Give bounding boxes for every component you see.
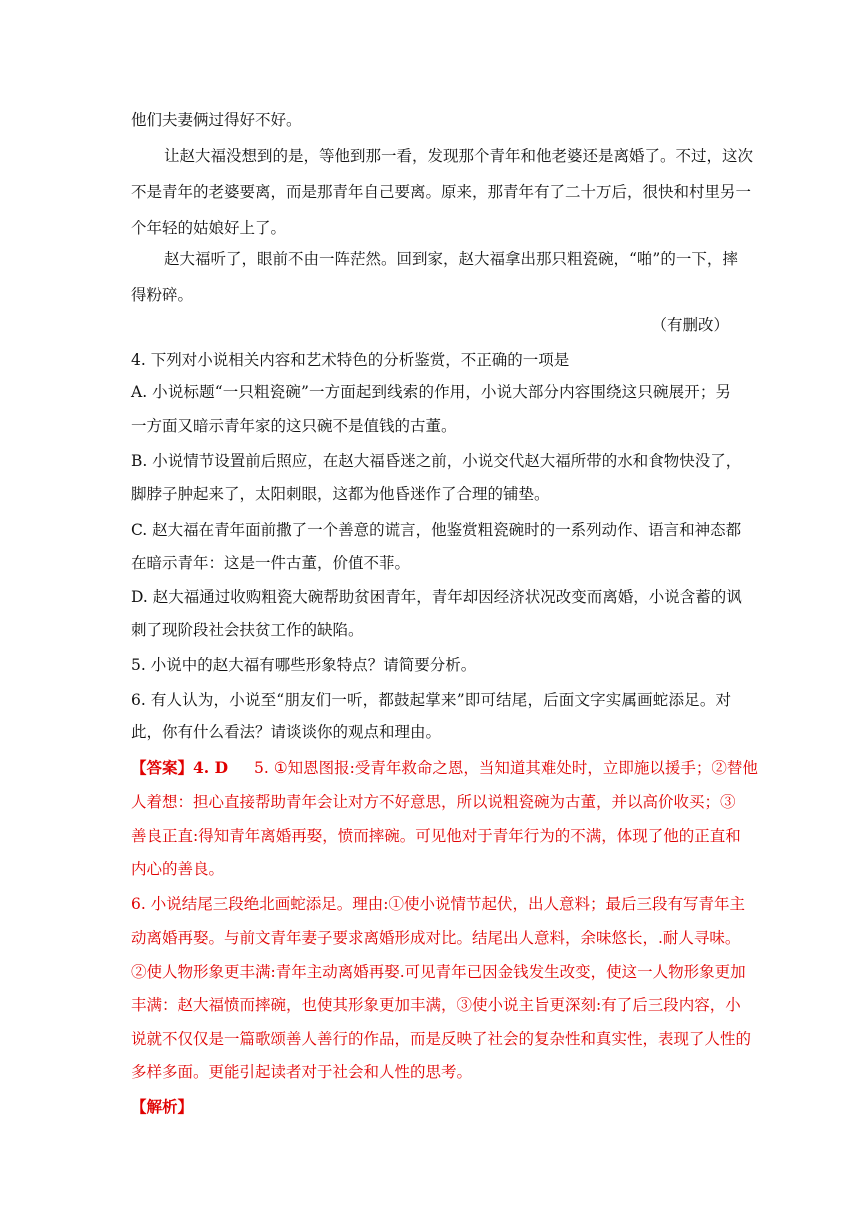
answer-5: 善良正直:得知青年离婚再娶，愤而摔碗。可见他对于青年行为的不满，体现了他的正直和: [131, 827, 741, 845]
answer-6: ②使人物形象更丰满:青年主动离婚再娶.可见青年已因金钱发生改变，使这一人物形象更加: [131, 963, 746, 981]
answer-4: 4. D: [193, 758, 229, 777]
option-c: 在暗示青年：这是一件古董，价值不菲。: [131, 554, 411, 572]
question-4-stem: 4. 下列对小说相关内容和艺术特色的分析鉴赏，不正确的一项是: [131, 351, 570, 369]
answer-tag: 【答案】: [131, 758, 194, 777]
answer-line: [131, 758, 758, 778]
answer-5: 5. ①知恩图报:受青年救命之恩，当知道其难处时，立即施以援手；②替他: [254, 759, 758, 777]
answer-6: 多样多面。更能引起读者对于社会和人性的思考。: [131, 1063, 473, 1081]
source-note: （有删改）: [651, 316, 729, 334]
analysis-tag: 【解析】: [131, 1097, 194, 1116]
option-d: D. 赵大福通过收购粗瓷大碗帮助贫困青年，青年却因经济状况改变而离婚，小说含蓄的讽: [131, 588, 742, 606]
question-5: 5. 小说中的赵大福有哪些形象特点？请简要分析。: [131, 656, 477, 674]
answer-5: 内心的善良。: [131, 860, 225, 878]
answer-6: 动离婚再娶。与前文青年妻子要求离婚形成对比。结尾出人意料，余味悠长，.耐人寻味。: [131, 929, 741, 947]
story-line: 赵大福听了，眼前不由一阵茫然。回到家，赵大福拿出那只粗瓷碗，“啪”的一下，摔: [164, 250, 738, 268]
answer-6: 说就不仅仅是一篇歌颂善人善行的作品，而是反映了社会的复杂性和真实性，表现了人性的: [131, 1030, 752, 1048]
option-c: C. 赵大福在青年面前撒了一个善意的谎言，他鉴赏粗瓷碗时的一系列动作、语言和神态都: [131, 521, 742, 539]
option-a: A. 小说标题“一只粗瓷碗”一方面起到线索的作用，小说大部分内容围绕这只碗展开；另: [131, 383, 731, 401]
option-d: 刺了现阶段社会扶贫工作的缺陷。: [131, 621, 364, 639]
answer-6: 6. 小说结尾三段绝北画蛇添足。理由:①使小说情节起伏，出人意料；最后三段有写青年主: [131, 895, 745, 913]
story-line: 让赵大福没想到的是，等他到那一看，发现那个青年和他老婆还是离婚了。不过，这次: [164, 147, 754, 165]
option-b: B. 小说情节设置前后照应，在赵大福昏迷之前，小说交代赵大福所带的水和食物快没了，: [131, 452, 742, 470]
story-line: 不是青年的老婆要离，而是那青年自己要离。原来，那青年有了二十万后，很快和村里另一: [131, 183, 752, 201]
option-a: 一方面又暗示青年家的这只碗不是值钱的古董。: [131, 417, 457, 435]
answer-5: 人着想：担心直接帮助青年会让对方不好意思，所以说粗瓷碗为古董，并以高价收买；③: [131, 793, 736, 811]
story-line: 他们夫妻俩过得好不好。: [131, 111, 302, 129]
question-6: 6. 有人认为，小说至“朋友们一听，都鼓起掌来”即可结尾，后面文字实属画蛇添足。对: [131, 691, 731, 709]
answer-6: 丰满：赵大福愤而摔碗，也使其形象更加丰满，③使小说主旨更深刻:有了后三段内容，小: [131, 996, 741, 1014]
story-line: 得粉碎。: [131, 286, 194, 304]
option-b: 脚脖子肿起来了，太阳刺眼，这都为他昏迷作了合理的铺垫。: [131, 485, 550, 503]
story-line: 个年轻的姑娘好上了。: [131, 219, 287, 237]
question-6: 此，你有什么看法？请谈谈你的观点和理由。: [131, 723, 442, 741]
